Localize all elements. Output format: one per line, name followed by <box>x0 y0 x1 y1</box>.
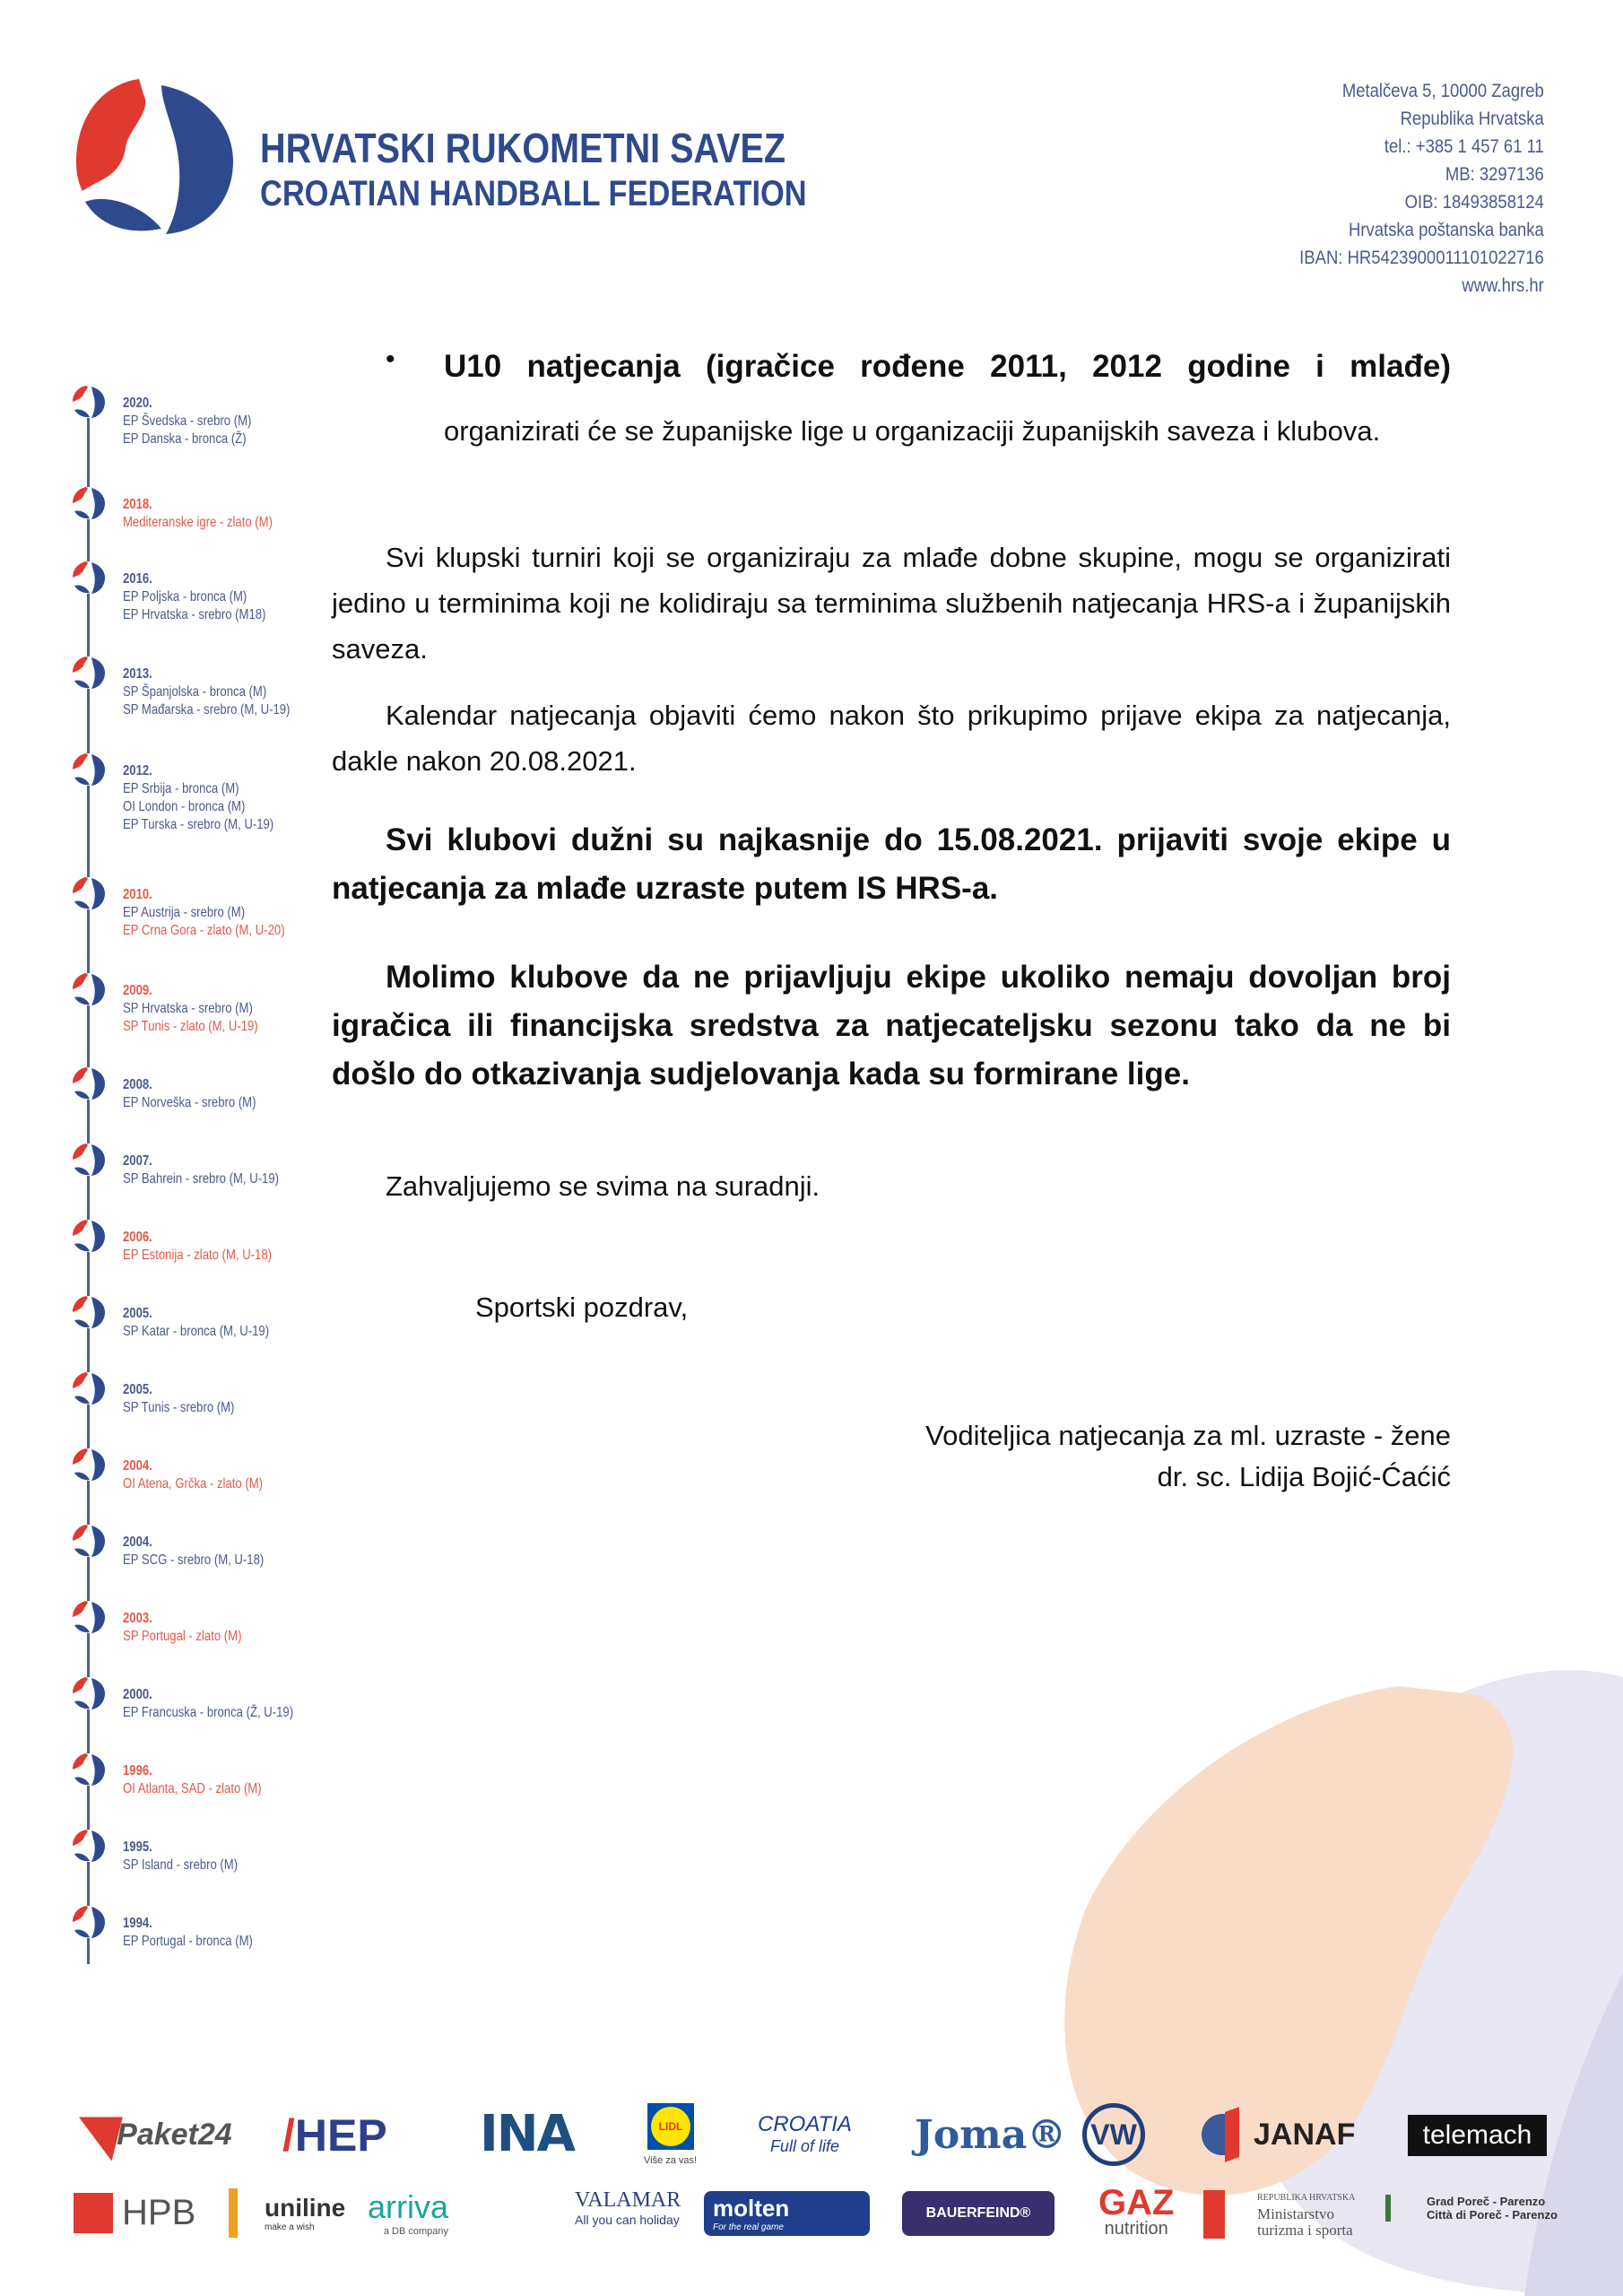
timeline-achievement: Mediteranske igre - zlato (M) <box>123 515 273 530</box>
timeline-year: 2018. <box>123 497 152 512</box>
timeline-achievement: EP Hrvatska - srebro (M18) <box>123 607 266 622</box>
sponsor-lidl-tagline: Više za vas! <box>644 2155 698 2166</box>
timeline-year: 2000. <box>123 1687 152 1702</box>
handball-logo-icon <box>72 1065 106 1106</box>
paragraph-calendar: Kalendar natjecanja objaviti ćemo nakon što prikupimo prijave ekipa za natjecanja, dakle nakon 20.08.2021. <box>332 700 1451 777</box>
timeline-year: 2010. <box>123 887 152 902</box>
handball-logo-icon <box>72 875 106 916</box>
timeline-year: 2009. <box>123 983 152 998</box>
timeline-year: 2003. <box>123 1611 152 1626</box>
timeline-achievement: SP Španjolska - bronca (M) <box>123 684 267 700</box>
handball-logo-icon <box>72 1218 106 1258</box>
timeline-achievement: EP Turska - srebro (M, U-19) <box>123 817 274 832</box>
handball-logo-icon <box>72 1523 106 1563</box>
hrs-logo <box>72 76 238 238</box>
timeline-achievement: EP Danska - bronca (Ž) <box>123 431 247 447</box>
timeline-year: 2008. <box>123 1077 152 1092</box>
sponsor-joma: Joma® <box>915 2112 1067 2158</box>
timeline-year: 1996. <box>123 1763 152 1779</box>
handball-logo-icon <box>72 1294 106 1335</box>
sponsor-gaz: GAZ nutrition <box>1098 2183 1175 2239</box>
organization-name: HRVATSKI RUKOMETNI SAVEZ CROATIAN HANDBALL FEDERATION <box>260 125 807 213</box>
bullet-text: organizirati će se županijske lige u organizaciji županijskih saveza i klubova. <box>444 415 1381 447</box>
timeline-achievement: SP Hrvatska - srebro (M) <box>123 1001 253 1016</box>
timeline-year: 2004. <box>123 1535 152 1550</box>
contact-line: MB: 3297136 <box>1445 164 1544 185</box>
sponsor-hpb: HPB <box>74 2193 195 2233</box>
handball-logo-icon <box>72 485 106 526</box>
sponsor-molten: molten For the real game <box>704 2191 870 2236</box>
sponsor-porec: Grad Poreč - Parenzo Città di Poreč - Parenzo <box>1385 2195 1558 2222</box>
timeline-achievement: EP Srbija - bronca (M) <box>123 781 239 796</box>
timeline-achievement: SP Tunis - srebro (M) <box>123 1400 235 1415</box>
timeline-achievement: SP Katar - bronca (M, U-19) <box>123 1324 270 1339</box>
sponsor-lidl: LIDL <box>647 2103 694 2150</box>
timeline-year: 2020. <box>123 396 152 411</box>
sponsor-telemach: telemach <box>1408 2115 1547 2156</box>
handball-logo-icon <box>72 560 106 600</box>
contact-line: Republika Hrvatska <box>1400 109 1544 129</box>
timeline-achievement: SP Bahrein - srebro (M, U-19) <box>123 1171 280 1187</box>
timeline-year: 2005. <box>123 1306 152 1321</box>
handball-logo-icon <box>72 1447 106 1487</box>
timeline-achievement: EP Austrija - srebro (M) <box>123 905 246 920</box>
timeline-achievement: EP SCG - srebro (M, U-18) <box>123 1552 265 1568</box>
handball-logo-icon <box>72 971 106 1012</box>
timeline-year: 2006. <box>123 1230 152 1245</box>
sponsor-croatia: CROATIA Full of life <box>758 2112 852 2155</box>
sponsor-ina: INA <box>479 2104 575 2163</box>
paragraph-request: Molimo klubove da ne prijavljuju ekipe ukoliko nemaju dovoljan broj igračica ili financijska sredstva za natjecateljsku sezonu tako da ne bi došlo do otkazivanja sudjelovanja kada su formirane lige. <box>332 960 1451 1091</box>
timeline-achievement: EP Portugal - bronca (M) <box>123 1934 253 1949</box>
handball-logo-icon <box>72 1675 106 1716</box>
handball-logo-icon <box>72 1828 106 1868</box>
paragraph-tournaments: Svi klupski turniri koji se organiziraju za mlađe dobne skupine, mogu se organizirati jedino u terminima koji ne kolidiraju sa terminima službenih natjecanja HRS-a i županijskih saveza. <box>332 542 1451 665</box>
contact-line: IBAN: HR5423900011101022716 <box>1299 248 1544 268</box>
timeline-year: 1995. <box>123 1839 152 1855</box>
bullet-title: U10 natjecanja (igračice rođene 2011, 2012 godine i mlađe) <box>444 349 1451 384</box>
sponsor-valamar: VALAMAR All you can holiday <box>575 2188 681 2227</box>
timeline-achievement: SP Tunis - zlato (M, U-19) <box>123 1019 258 1034</box>
paragraph-deadline: Svi klubovi dužni su najkasnije do 15.08.2021. prijaviti svoje ekipe u natjecanja za mlađe uzraste putem IS HRS-a. <box>332 822 1451 906</box>
contact-line: Hrvatska poštanska banka <box>1349 220 1544 240</box>
timeline-achievement: SP Portugal - zlato (M) <box>123 1629 242 1644</box>
contact-line: www.hrs.hr <box>1462 275 1544 296</box>
greeting: Sportski pozdrav, <box>475 1292 689 1323</box>
sponsor-janaf: JANAF <box>1202 2112 1355 2157</box>
timeline-achievement: SP Island - srebro (M) <box>123 1857 239 1873</box>
timeline-achievement: EP Švedska - srebro (M) <box>123 413 252 429</box>
thanks-text: Zahvaljujemo se svima na suradnji. <box>386 1170 820 1202</box>
sponsor-hep: / HEP <box>282 2110 387 2161</box>
timeline-achievement: EP Francuska - bronca (Ž, U-19) <box>123 1705 294 1720</box>
timeline-year: 2013. <box>123 666 152 682</box>
timeline-year: 1994. <box>123 1916 152 1931</box>
contact-line: OIB: 18493858124 <box>1404 192 1544 213</box>
handball-logo-icon <box>72 655 106 695</box>
timeline-achievement: SP Mađarska - srebro (M, U-19) <box>123 702 291 718</box>
timeline-year: 2004. <box>123 1458 152 1474</box>
timeline-year: 2005. <box>123 1382 152 1397</box>
timeline-achievement: EP Crna Gora - zlato (M, U-20) <box>123 923 285 938</box>
timeline-achievement: OI Atlanta, SAD - zlato (M) <box>123 1781 262 1796</box>
handball-logo-icon <box>72 1370 106 1411</box>
timeline-achievement: EP Estonija - zlato (M, U-18) <box>123 1248 272 1263</box>
timeline-year: 2016. <box>123 571 152 587</box>
handball-logo-icon <box>72 1599 106 1639</box>
handball-logo-icon <box>72 752 106 792</box>
signature: Voditeljica natjecanja za ml. uzraste - žene dr. sc. Lidija Bojić-Ćaćić <box>925 1420 1451 1492</box>
sponsor-volkswagen: VW <box>1082 2103 1145 2166</box>
handball-logo-icon <box>72 384 106 424</box>
timeline-achievement: EP Norveška - srebro (M) <box>123 1095 256 1110</box>
timeline-achievement: OI London - bronca (M) <box>123 799 246 814</box>
bullet-icon: • <box>386 344 395 374</box>
sponsor-bauerfeind: BAUERFEIND® <box>902 2191 1055 2236</box>
sponsor-ministry: REPUBLIKA HRVATSKA Ministarstvo turizma i sporta <box>1203 2190 1355 2239</box>
sponsor-uniline: uniline make a wish <box>229 2188 345 2238</box>
timeline-achievement: OI Atena, Grčka - zlato (M) <box>123 1476 264 1492</box>
handball-logo-icon <box>72 1752 106 1792</box>
contact-line: tel.: +385 1 457 61 11 <box>1384 136 1544 157</box>
contact-info <box>1299 77 1544 300</box>
sponsor-arriva: arriva a DB company <box>368 2188 449 2237</box>
timeline-year: 2007. <box>123 1153 152 1169</box>
sponsor-paket24: ◥ Paket24 <box>72 2104 232 2164</box>
handball-logo-icon <box>72 1904 106 1944</box>
timeline-year: 2012. <box>123 763 152 778</box>
contact-line: Metalčeva 5, 10000 Zagreb <box>1342 81 1544 101</box>
handball-logo-icon <box>72 1142 106 1182</box>
timeline-achievement: EP Poljska - bronca (M) <box>123 589 247 604</box>
